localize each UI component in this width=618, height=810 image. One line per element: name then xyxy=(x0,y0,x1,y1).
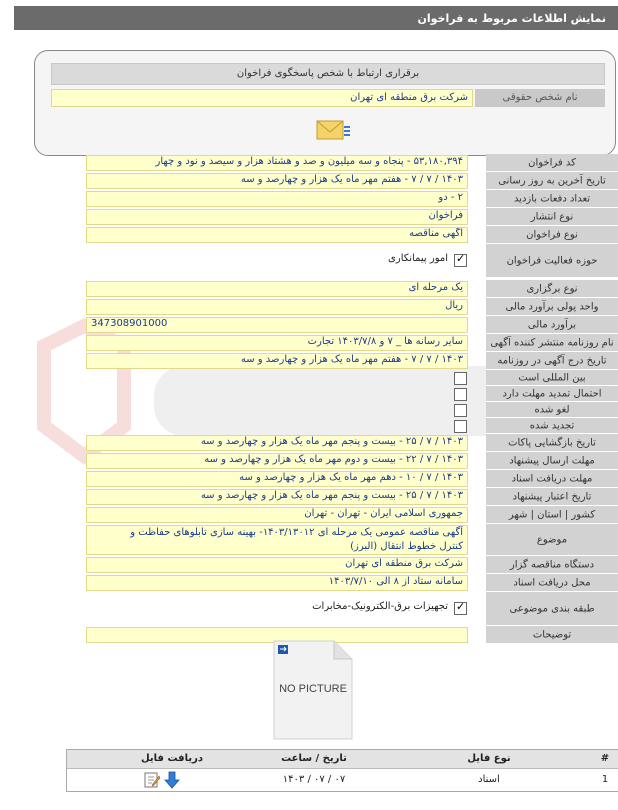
label-extend: احتمال تمدید مهلت دارد xyxy=(502,388,602,399)
value-estimate: 347308901000 xyxy=(86,317,468,333)
intl-checkbox[interactable] xyxy=(454,372,467,385)
no-picture-text: NO PICTURE xyxy=(279,683,347,695)
value-open-date: ۱۴۰۳ / ۷ / ۲۵ - بیست و پنجم مهر ماه یک هزار و چهارصد و سه xyxy=(86,435,468,451)
header-download: دریافت فایل xyxy=(141,753,203,764)
value-subject-line2: کنترل خطوط انتقال (البرز) xyxy=(350,541,463,552)
activity-checkbox[interactable] xyxy=(454,254,467,267)
extend-checkbox[interactable] xyxy=(454,388,467,401)
row-call-type xyxy=(14,226,618,244)
row-doc-deadline xyxy=(14,470,618,488)
row-type: اسناد xyxy=(478,774,500,785)
value-hold-type: یک مرحله ای xyxy=(86,281,468,297)
label-renew: تجدید شده xyxy=(529,420,575,431)
contact-value: شرکت برق منطقه ای تهران xyxy=(51,89,473,107)
label-estimate: برآورد مالی xyxy=(527,319,577,330)
files-header-row xyxy=(67,750,618,769)
row-doc-place xyxy=(14,574,618,592)
row-intl xyxy=(14,370,618,386)
row-ad-date xyxy=(14,352,618,370)
label-subject: موضوع xyxy=(536,534,568,545)
title-bar xyxy=(14,6,618,30)
row-code xyxy=(14,154,618,172)
value-call-type: آگهی مناقصه xyxy=(86,227,468,243)
label-intl: بین المللی است xyxy=(518,372,586,383)
files-table xyxy=(66,749,618,792)
row-send-deadline xyxy=(14,452,618,470)
mail-icon[interactable] xyxy=(315,117,351,143)
header-type: نوع فایل xyxy=(467,753,511,764)
row-extend xyxy=(14,386,618,402)
row-newspaper xyxy=(14,334,618,352)
label-doc-deadline: مهلت دریافت اسناد xyxy=(511,473,593,484)
row-date: ۱۴۰۳ / ۰۷ / ۰۷ xyxy=(282,774,346,785)
label-location: کشور | استان | شهر xyxy=(508,509,596,520)
row-activity xyxy=(14,244,618,278)
value-code: ۵۳,۱۸۰,۳۹۴ - پنجاه و سه میلیون و صد و هشتاد هزار و سیصد و نود و چهار xyxy=(86,155,468,171)
label-pub-type: نوع انتشار xyxy=(530,211,574,222)
label-notes: توضیحات xyxy=(532,629,572,640)
row-open-date xyxy=(14,434,618,452)
row-hold-type xyxy=(14,280,618,298)
page-frame xyxy=(14,6,618,810)
category-checkbox[interactable] xyxy=(454,602,467,615)
contact-label: نام شخص حقوقی xyxy=(475,89,605,107)
table-row xyxy=(67,769,618,791)
label-open-date: تاریخ بازگشایی پاکات xyxy=(508,437,596,448)
row-location xyxy=(14,506,618,524)
no-picture-image xyxy=(270,639,356,741)
label-currency: واحد پولی برآورد مالی xyxy=(505,301,599,312)
row-renew xyxy=(14,418,618,434)
label-ad-date: تاریخ درج آگهی در روزنامه xyxy=(497,355,607,366)
edit-icon[interactable] xyxy=(143,771,161,789)
label-newspaper: نام روزنامه منتشر کننده آگهی xyxy=(490,337,614,348)
contact-box xyxy=(34,50,616,156)
cancel-checkbox[interactable] xyxy=(454,404,467,417)
value-visits: ۲ - دو xyxy=(86,191,468,207)
label-activity: حوزه فعالیت فراخوان xyxy=(506,255,598,266)
value-doc-deadline: ۱۴۰۳ / ۷ / ۱۰ - دهم مهر ماه یک هزار و چهارصد و سه xyxy=(86,471,468,487)
label-last-date: تاریخ آخرین به روز رسانی xyxy=(498,175,606,186)
value-activity: امور پیمانکاری xyxy=(388,253,448,264)
renew-checkbox[interactable] xyxy=(454,420,467,433)
label-visits: تعداد دفعات بازدید xyxy=(513,193,591,204)
row-validity xyxy=(14,488,618,506)
row-organizer xyxy=(14,556,618,574)
value-newspaper: سایر رسانه ها _ ۷ و ۱۴۰۳/۷/۸ تجارت xyxy=(86,335,468,351)
label-code: کد فراخوان xyxy=(528,157,576,168)
row-visits xyxy=(14,190,618,208)
value-pub-type: فراخوان xyxy=(86,209,468,225)
value-organizer: شرکت برق منطقه ای تهران xyxy=(86,557,468,573)
row-last-date xyxy=(14,172,618,190)
row-pub-type xyxy=(14,208,618,226)
label-hold-type: نوع برگزاری xyxy=(526,283,578,294)
value-doc-place: سامانه ستاد از ۸ الی ۱۴۰۳/۷/۱۰ xyxy=(86,575,468,591)
value-validity: ۱۴۰۳ / ۷ / ۲۵ - بیست و پنجم مهر ماه یک هزار و چهارصد و سه xyxy=(86,489,468,505)
value-currency: ریال xyxy=(86,299,468,315)
value-subject xyxy=(86,525,468,555)
value-category: تجهیزات برق-الکترونیک-مخابرات xyxy=(312,601,448,612)
download-icon[interactable] xyxy=(163,771,181,789)
label-category: طبقه بندی موضوعی xyxy=(509,603,595,614)
value-location: جمهوری اسلامی ایران - تهران - تهران xyxy=(86,507,468,523)
label-send-deadline: مهلت ارسال پیشنهاد xyxy=(509,455,595,466)
contact-heading: برقراری ارتباط با شخص پاسخگوی فراخوان xyxy=(51,63,605,85)
label-doc-place: محل دریافت اسناد xyxy=(513,577,591,588)
row-category xyxy=(14,592,618,626)
row-cancel xyxy=(14,402,618,418)
label-call-type: نوع فراخوان xyxy=(526,229,578,240)
row-estimate xyxy=(14,316,618,334)
header-date: تاریخ / ساعت xyxy=(281,753,347,764)
row-subject xyxy=(14,524,618,556)
row-currency xyxy=(14,298,618,316)
value-ad-date: ۱۴۰۳ / ۷ / ۷ - هفتم مهر ماه یک هزار و چهارصد و سه xyxy=(86,353,468,369)
label-cancel: لغو شده xyxy=(534,404,570,415)
value-subject-line1: آگهی مناقصه عمومی یک مرحله ای ۱۴۰۳/۱۳۰۱۲- بهینه سازی تابلوهای حفاظت و xyxy=(130,527,463,538)
row-num: 1 xyxy=(601,774,609,785)
page-title: نمایش اطلاعات مربوط به فراخوان xyxy=(417,12,606,25)
label-validity: تاریخ اعتبار پیشنهاد xyxy=(512,491,592,502)
label-organizer: دستگاه مناقصه گزار xyxy=(509,559,595,570)
value-send-deadline: ۱۴۰۳ / ۷ / ۲۲ - بیست و دوم مهر ماه یک هزار و چهارصد و سه xyxy=(86,453,468,469)
value-last-date: ۱۴۰۳ / ۷ / ۷ - هفتم مهر ماه یک هزار و چهارصد و سه xyxy=(86,173,468,189)
header-num: # xyxy=(600,753,610,764)
